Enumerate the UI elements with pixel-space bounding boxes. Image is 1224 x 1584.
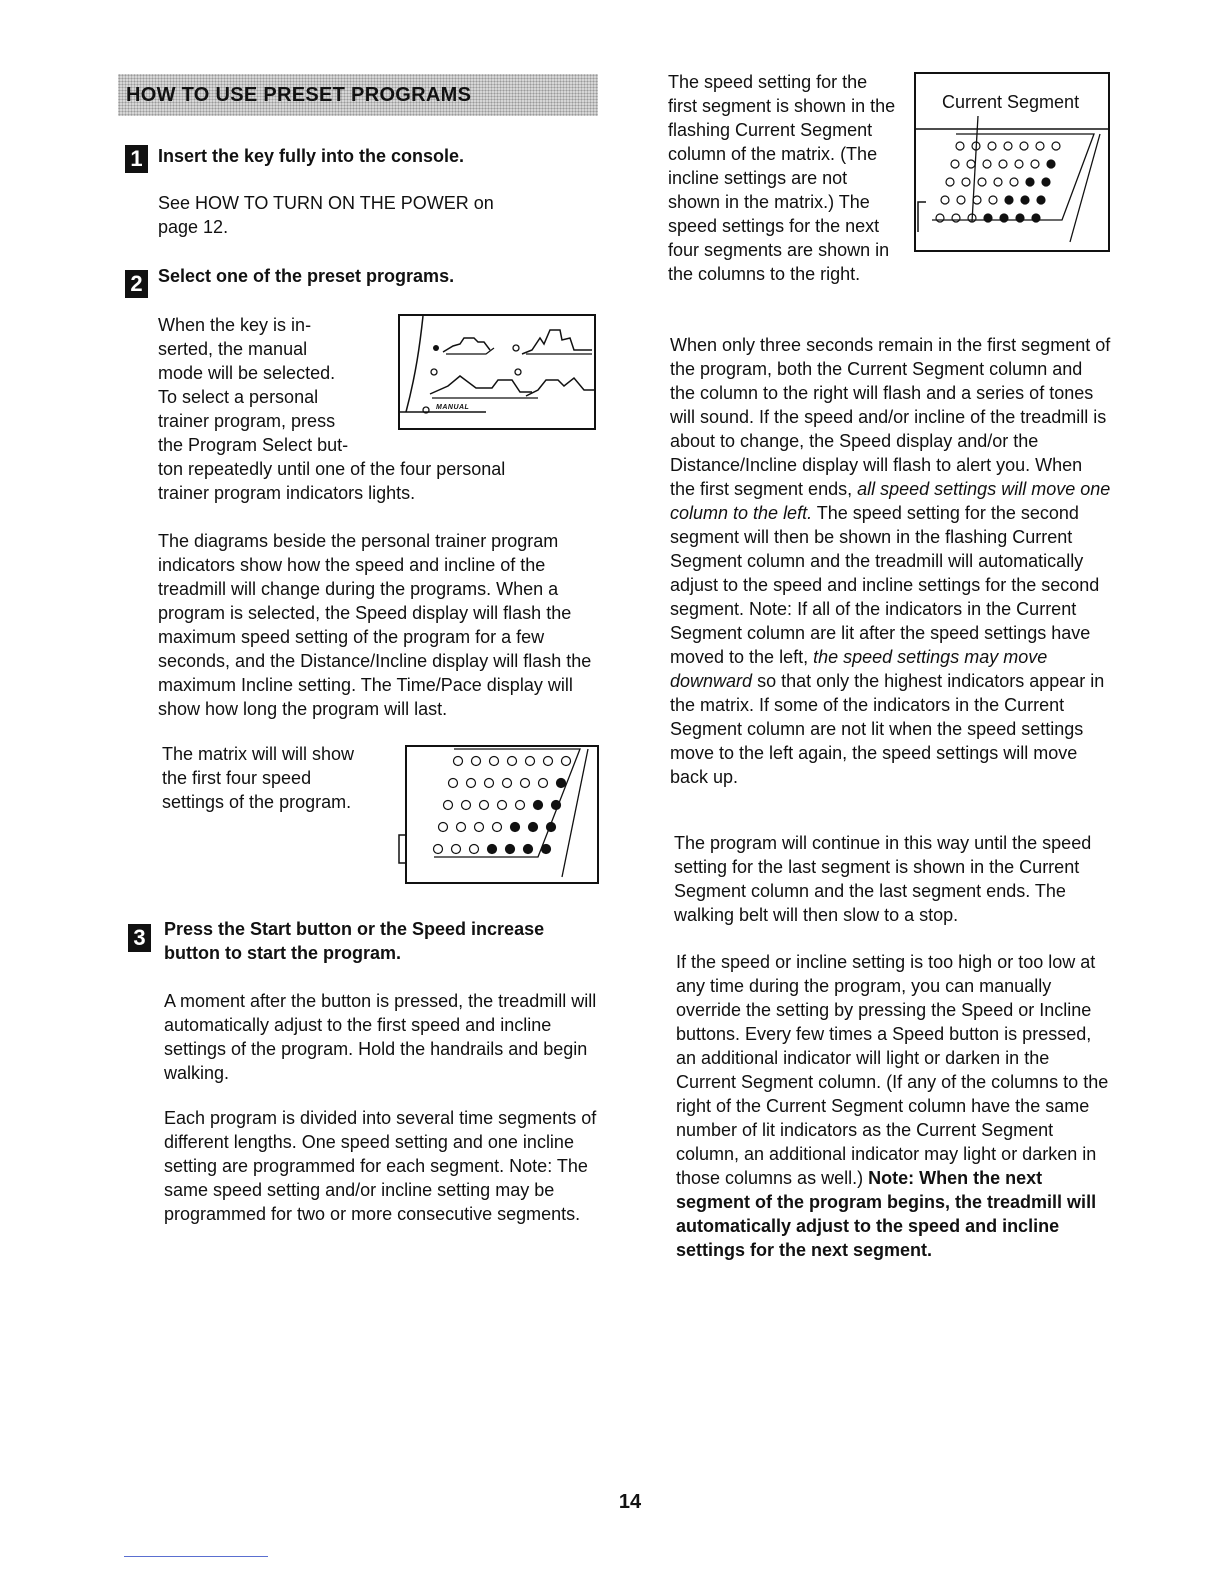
indicator-unlit	[957, 196, 965, 204]
indicator-lit	[511, 823, 520, 832]
step-3-paragraph-2: Each program is divided into several time segments of different lengths. One speed setting and one incline setting are programmed for each segment. Note: The same speed setting and/or incline setting may be programmed for two or more consecutive segments.	[164, 1108, 597, 1224]
indicator-unlit	[444, 801, 453, 810]
indicator-unlit	[936, 214, 944, 222]
indicator-lit	[547, 823, 556, 832]
indicator-lit	[557, 779, 566, 788]
indicator-unlit	[508, 757, 517, 766]
indicator-unlit	[544, 757, 553, 766]
indicator-lit	[1032, 214, 1040, 222]
indicator-unlit	[521, 779, 530, 788]
indicator-unlit	[956, 142, 964, 150]
indicator-unlit	[941, 196, 949, 204]
step-2-number: 2	[125, 270, 148, 298]
page-number: 14	[618, 1491, 642, 1513]
program-panel-drawing	[398, 314, 596, 430]
indicator-unlit	[952, 214, 960, 222]
indicator-lit	[1000, 214, 1008, 222]
right-p2-italic-1: all speed settings will move one column to the left.	[670, 479, 1111, 523]
indicator-unlit	[493, 823, 502, 832]
indicator-lit	[506, 845, 515, 854]
indicator-unlit	[994, 178, 1002, 186]
indicator-unlit	[999, 160, 1007, 168]
indicator-lit	[524, 845, 533, 854]
indicator-unlit	[1004, 142, 1012, 150]
indicator-unlit	[503, 779, 512, 788]
step-2-intro-rest: ton repeatedly until one of the four personal trainer program indicators lights.	[158, 459, 506, 503]
indicator-unlit	[480, 801, 489, 810]
indicator-unlit	[1036, 142, 1044, 150]
manual-label: MANUAL	[436, 404, 470, 411]
right-paragraph-3: The program will continue in this way until the speed setting for the last segment is shown in the Current Segment column and the last segment ends. The walking belt will then slow to a stop.	[674, 833, 1092, 925]
matrix-indicators	[434, 757, 571, 854]
indicator-lit	[1016, 214, 1024, 222]
indicator-unlit	[1010, 178, 1018, 186]
indicator-unlit	[434, 845, 443, 854]
right-p4-bold-note: Note: When the next segment of the program begins, the treadmill will automatically adjust to the speed and incline settings for the next segment.	[676, 1168, 1097, 1260]
indicator-unlit	[516, 801, 525, 810]
indicator-unlit	[498, 801, 507, 810]
step-3-heading: Press the Start button or the Speed increase button to start the program.	[164, 919, 545, 963]
indicator-lit	[542, 845, 551, 854]
intro-line: When the key is in-	[158, 315, 312, 335]
speed-matrix-illustration	[398, 745, 600, 885]
indicator-unlit	[462, 801, 471, 810]
indicator-lit	[1026, 178, 1034, 186]
indicator-lit	[552, 801, 561, 810]
indicator-unlit	[1052, 142, 1060, 150]
step-1-number: 1	[125, 145, 148, 173]
indicator-unlit	[457, 823, 466, 832]
step-1-body: See HOW TO TURN ON THE POWER on page 12.	[158, 193, 494, 237]
section-title: HOW TO USE PRESET PROGRAMS	[126, 84, 472, 106]
indicator-unlit	[951, 160, 959, 168]
indicator-lit	[1021, 196, 1029, 204]
right-p2-text-c: so that only the highest indicators appear in the matrix. If some of the indicators in the Current Segment column are not lit when the speed settings move to the left again, the speed settings will move back up.	[670, 671, 1105, 787]
current-segment-label: Current Segment	[942, 92, 1080, 112]
indicator-unlit	[472, 757, 481, 766]
indicator-unlit	[967, 160, 975, 168]
right-p4-text: If the speed or incline setting is too high or too low at any time during the program, you can manually override the setting by pressing the Speed or Incline buttons. Every few times a Speed button is pressed, an additional indicator will light or darken in the Current Segment column. (If any of the columns to the right of the Current Segment column have the same number of lit indicators as the Current Segment column, an additional indicator may light or darken in those columns as well.)	[676, 952, 1109, 1188]
indicator-unlit	[439, 823, 448, 832]
indicator-lit	[1042, 178, 1050, 186]
indicator-lit	[1047, 160, 1055, 168]
current-segment-illustration	[914, 72, 1110, 252]
intro-line: trainer program, press	[158, 411, 336, 431]
right-p2-text-a: When only three seconds remain in the first segment of the program, both the Current Segment column and the column to the right will flash and a series of tones will sound. If the speed and/or incline of the treadmill is about to change, the Speed display and/or the Distance/Incline display will flash to alert you. When the first segment ends,	[670, 335, 1111, 499]
intro-line: To select a personal	[158, 387, 319, 407]
indicator-lit	[488, 845, 497, 854]
current-segment-drawing	[914, 72, 1110, 252]
indicator-unlit	[449, 779, 458, 788]
indicator-unlit	[1031, 160, 1039, 168]
indicator-unlit	[539, 779, 548, 788]
indicator-unlit	[470, 845, 479, 854]
indicator-unlit	[485, 779, 494, 788]
right-p2-italic-2: the speed settings may move downward	[670, 647, 1048, 691]
indicator-unlit	[1020, 142, 1028, 150]
step-1-heading: Insert the key fully into the console.	[158, 146, 465, 166]
right-paragraph-4	[676, 950, 1110, 1262]
right-p2-text-b: The speed setting for the second segment will then be shown in the flashing Current Segment column and the treadmill will automatically adjust to the speed and incline settings for the second segment. Note: If all of the indicators in the Current Segment column are lit after the speed settings have moved to the left,	[670, 503, 1100, 667]
indicator-unlit	[989, 196, 997, 204]
step-2-intro	[158, 313, 398, 457]
right-paragraph-2	[670, 333, 1112, 789]
indicator-unlit	[452, 845, 461, 854]
program-panel-illustration	[398, 314, 596, 430]
intro-line: mode will be selected.	[158, 363, 336, 383]
indicator-unlit	[475, 823, 484, 832]
indicator-unlit	[978, 178, 986, 186]
speed-matrix-drawing	[398, 745, 600, 885]
indicator-unlit	[1015, 160, 1023, 168]
segment-indicators	[936, 142, 1060, 222]
indicator-unlit	[983, 160, 991, 168]
indicator-unlit	[467, 779, 476, 788]
section-banner	[118, 74, 598, 116]
step-2-paragraph-2: The diagrams beside the personal trainer program indicators show how the speed and incline of the treadmill will change during the programs. When a program is selected, the Speed display will flash the maximum speed setting of the program for a few seconds, and the Distance/Incline display will flash the maximum Incline setting. The Time/Pace display will show how long the program will last.	[158, 531, 592, 719]
step-3-number: 3	[128, 924, 151, 952]
indicator-lit	[1005, 196, 1013, 204]
step-3-paragraph-1: A moment after the button is pressed, the treadmill will automatically adjust to the first speed and incline settings of the program. Hold the handrails and begin walking.	[164, 991, 597, 1083]
right-top-text: The speed setting for the first segment is shown in the flashing Current Segment column of the matrix. (The incline settings are not shown in the matrix.) The speed settings for the next four segments are shown in the columns to the right.	[668, 72, 896, 284]
indicator-lit	[529, 823, 538, 832]
indicator-unlit	[962, 178, 970, 186]
matrix-caption: The matrix will will show the first four speed settings of the program.	[162, 744, 355, 812]
indicator-unlit	[490, 757, 499, 766]
intro-line: the Program Select but-	[158, 435, 349, 455]
indicator-lit	[1037, 196, 1045, 204]
indicator-unlit	[988, 142, 996, 150]
indicator-unlit	[562, 757, 571, 766]
step-2-heading: Select one of the preset programs.	[158, 266, 455, 286]
indicator-unlit	[526, 757, 535, 766]
indicator-unlit	[946, 178, 954, 186]
indicator-lit	[984, 214, 992, 222]
indicator-unlit	[973, 196, 981, 204]
footer-rule	[124, 1556, 268, 1557]
intro-line: serted, the manual	[158, 339, 308, 359]
indicator-lit	[534, 801, 543, 810]
indicator-unlit	[454, 757, 463, 766]
